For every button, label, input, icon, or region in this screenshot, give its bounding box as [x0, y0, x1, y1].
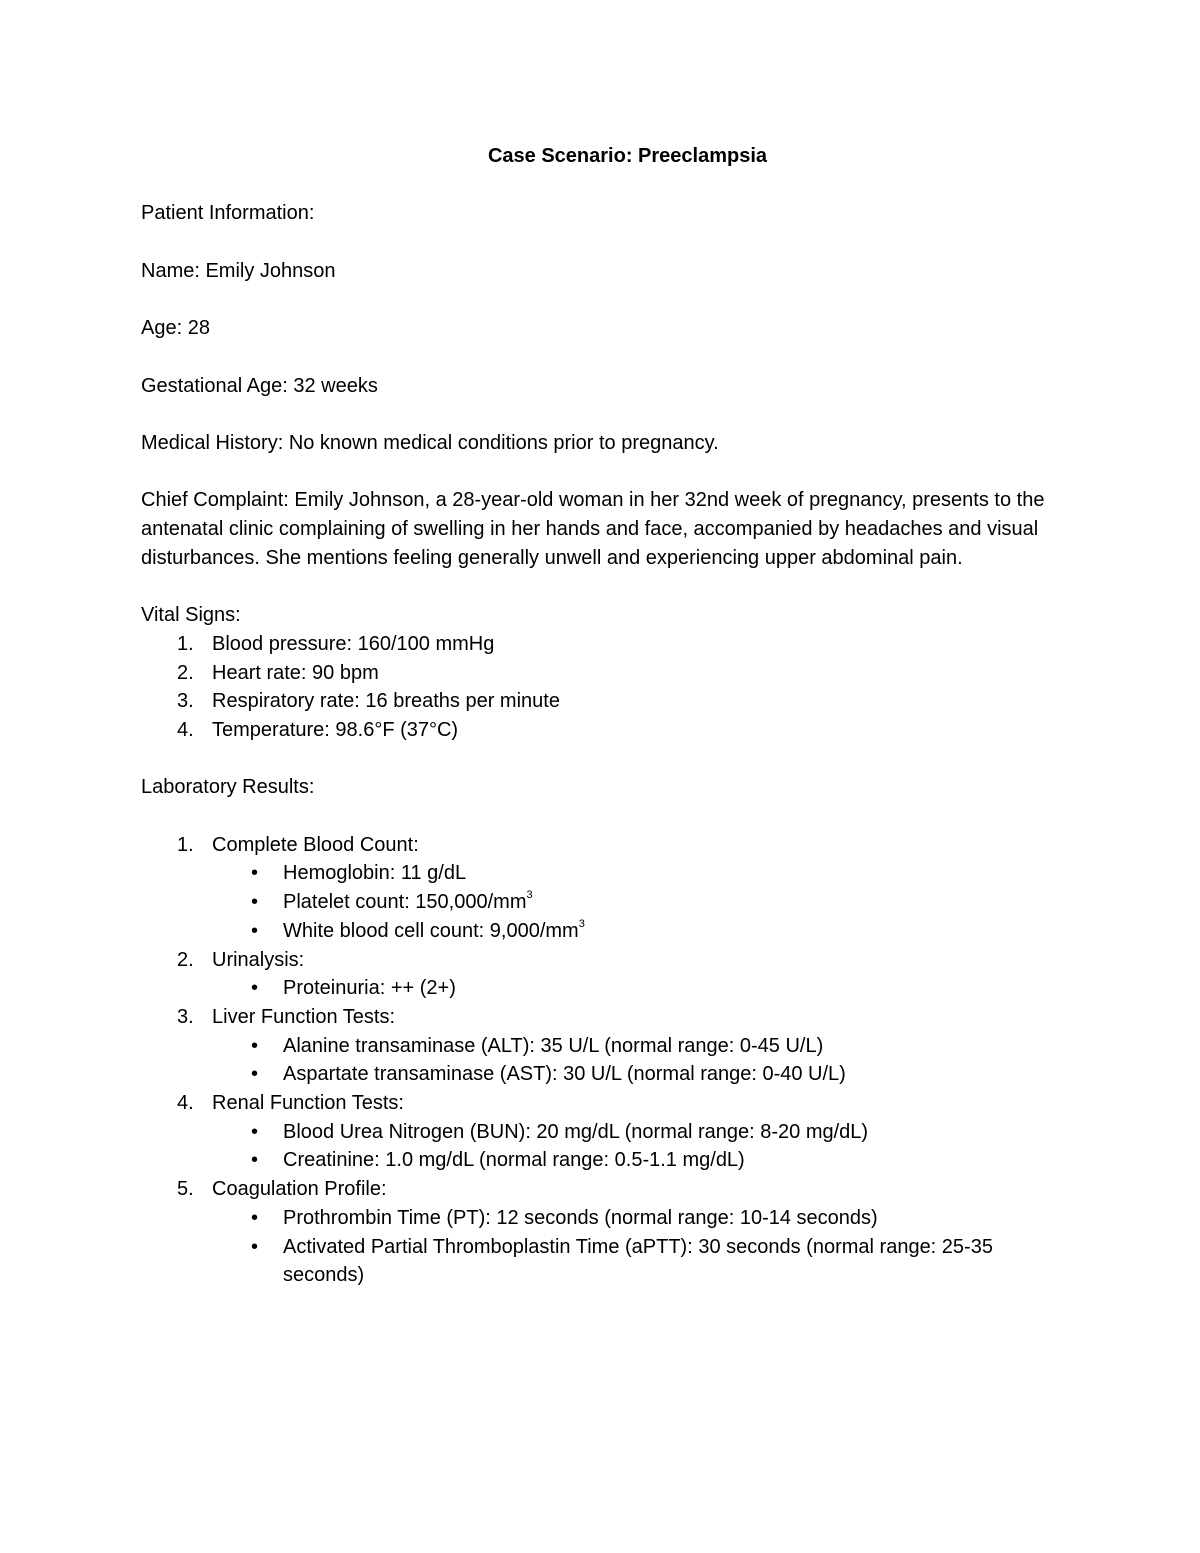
list-item: [212, 1118, 1056, 1147]
bullet-icon: •: [251, 1120, 259, 1143]
lab-section: [141, 1089, 1056, 1118]
lab-item-text: Prothrombin Time (PT): 12 seconds (normal range: 10-14 seconds): [283, 1206, 878, 1229]
vital-signs-list: [141, 630, 1056, 745]
list-item: [212, 974, 1056, 1003]
list-number: 2.: [177, 661, 194, 684]
list-item: [212, 1032, 1056, 1061]
lab-item-text: Aspartate transaminase (AST): 30 U/L (normal range: 0-40 U/L): [283, 1063, 846, 1086]
lab-items: [141, 1204, 1056, 1290]
lab-item-text: Creatinine: 1.0 mg/dL (normal range: 0.5-1.1 mg/dL): [283, 1149, 745, 1172]
lab-section: [141, 1003, 1056, 1032]
patient-name: Name: Emily Johnson: [141, 259, 336, 282]
list-number: 4.: [177, 1092, 194, 1115]
list-item: [212, 917, 1056, 946]
lab-items: [141, 974, 1056, 1003]
list-number: 1.: [177, 632, 194, 655]
vital-sign-text: Temperature: 98.6°F (37°C): [212, 718, 459, 741]
bullet-icon: •: [251, 1063, 259, 1086]
bullet-icon: •: [251, 1235, 259, 1258]
list-item: [141, 716, 1056, 745]
vital-signs-heading: Vital Signs:: [141, 604, 241, 627]
list-number: 1.: [177, 833, 194, 856]
document-body: [141, 142, 1056, 1290]
bullet-icon: •: [251, 1206, 259, 1229]
lab-section: [141, 1175, 1056, 1204]
lab-items: [141, 1032, 1056, 1089]
lab-item-text: White blood cell count: 9,000/mm: [283, 919, 579, 942]
list-item: [141, 687, 1056, 716]
lab-section-label: Liver Function Tests:: [212, 1005, 396, 1028]
bullet-icon: •: [251, 862, 259, 885]
lab-items: [141, 859, 1056, 945]
lab-item-text: Blood Urea Nitrogen (BUN): 20 mg/dL (normal range: 8-20 mg/dL): [283, 1120, 869, 1143]
lab-section-label: Urinalysis:: [212, 948, 305, 971]
lab-results-list: [141, 831, 1056, 1290]
lab-item-text: Hemoglobin: 11 g/dL: [283, 862, 467, 885]
bullet-icon: •: [251, 977, 259, 1000]
patient-info-heading: Patient Information:: [141, 202, 315, 225]
list-number: 5.: [177, 1178, 194, 1201]
list-number: 3.: [177, 1005, 194, 1028]
gestational-age: Gestational Age: 32 weeks: [141, 374, 378, 397]
document-title: Case Scenario: Preeclampsia: [487, 145, 768, 167]
superscript: 3: [578, 918, 585, 931]
lab-item-text: Alanine transaminase (ALT): 35 U/L (normal range: 0-45 U/L): [283, 1034, 824, 1057]
list-item: [212, 1146, 1056, 1175]
lab-section: [141, 831, 1056, 860]
lab-item-text: Proteinuria: ++ (2+): [283, 977, 456, 1000]
vital-sign-text: Respiratory rate: 16 breaths per minute: [212, 690, 560, 713]
list-number: 3.: [177, 690, 194, 713]
lab-item-text: Activated Partial Thromboplastin Time (aPTT): 30 seconds (normal range: 25-35 seconds): [283, 1235, 993, 1287]
vital-sign-text: Blood pressure: 160/100 mmHg: [212, 632, 495, 655]
lab-item-text: Platelet count: 150,000/mm: [283, 891, 527, 914]
lab-results-heading: Laboratory Results:: [141, 776, 315, 799]
patient-age: Age: 28: [141, 317, 210, 340]
bullet-icon: •: [251, 891, 259, 914]
list-item: [141, 659, 1056, 688]
list-item: [141, 630, 1056, 659]
lab-section-label: Complete Blood Count:: [212, 833, 419, 856]
lab-section: [141, 946, 1056, 975]
list-item: [212, 1204, 1056, 1233]
list-item: [212, 1060, 1056, 1089]
lab-section-label: Coagulation Profile:: [212, 1178, 387, 1201]
chief-complaint: Chief Complaint: Emily Johnson, a 28-year-old woman in her 32nd week of pregnancy, presents to the antenatal clinic complaining of swelling in her hands and face, accompanied by headaches and visual disturbances. She mentions feeling generally unwell and experiencing upper abdominal pain.: [141, 489, 1045, 569]
superscript: 3: [526, 889, 533, 902]
list-number: 2.: [177, 948, 194, 971]
vital-sign-text: Heart rate: 90 bpm: [212, 661, 379, 684]
lab-section-label: Renal Function Tests:: [212, 1092, 404, 1115]
bullet-icon: •: [251, 1034, 259, 1057]
list-number: 4.: [177, 718, 194, 741]
list-item: [212, 888, 1056, 917]
bullet-icon: •: [251, 919, 259, 942]
bullet-icon: •: [251, 1149, 259, 1172]
lab-items: [141, 1118, 1056, 1175]
list-item: [212, 1233, 1056, 1290]
medical-history: Medical History: No known medical conditions prior to pregnancy.: [141, 431, 719, 454]
list-item: [212, 859, 1056, 888]
